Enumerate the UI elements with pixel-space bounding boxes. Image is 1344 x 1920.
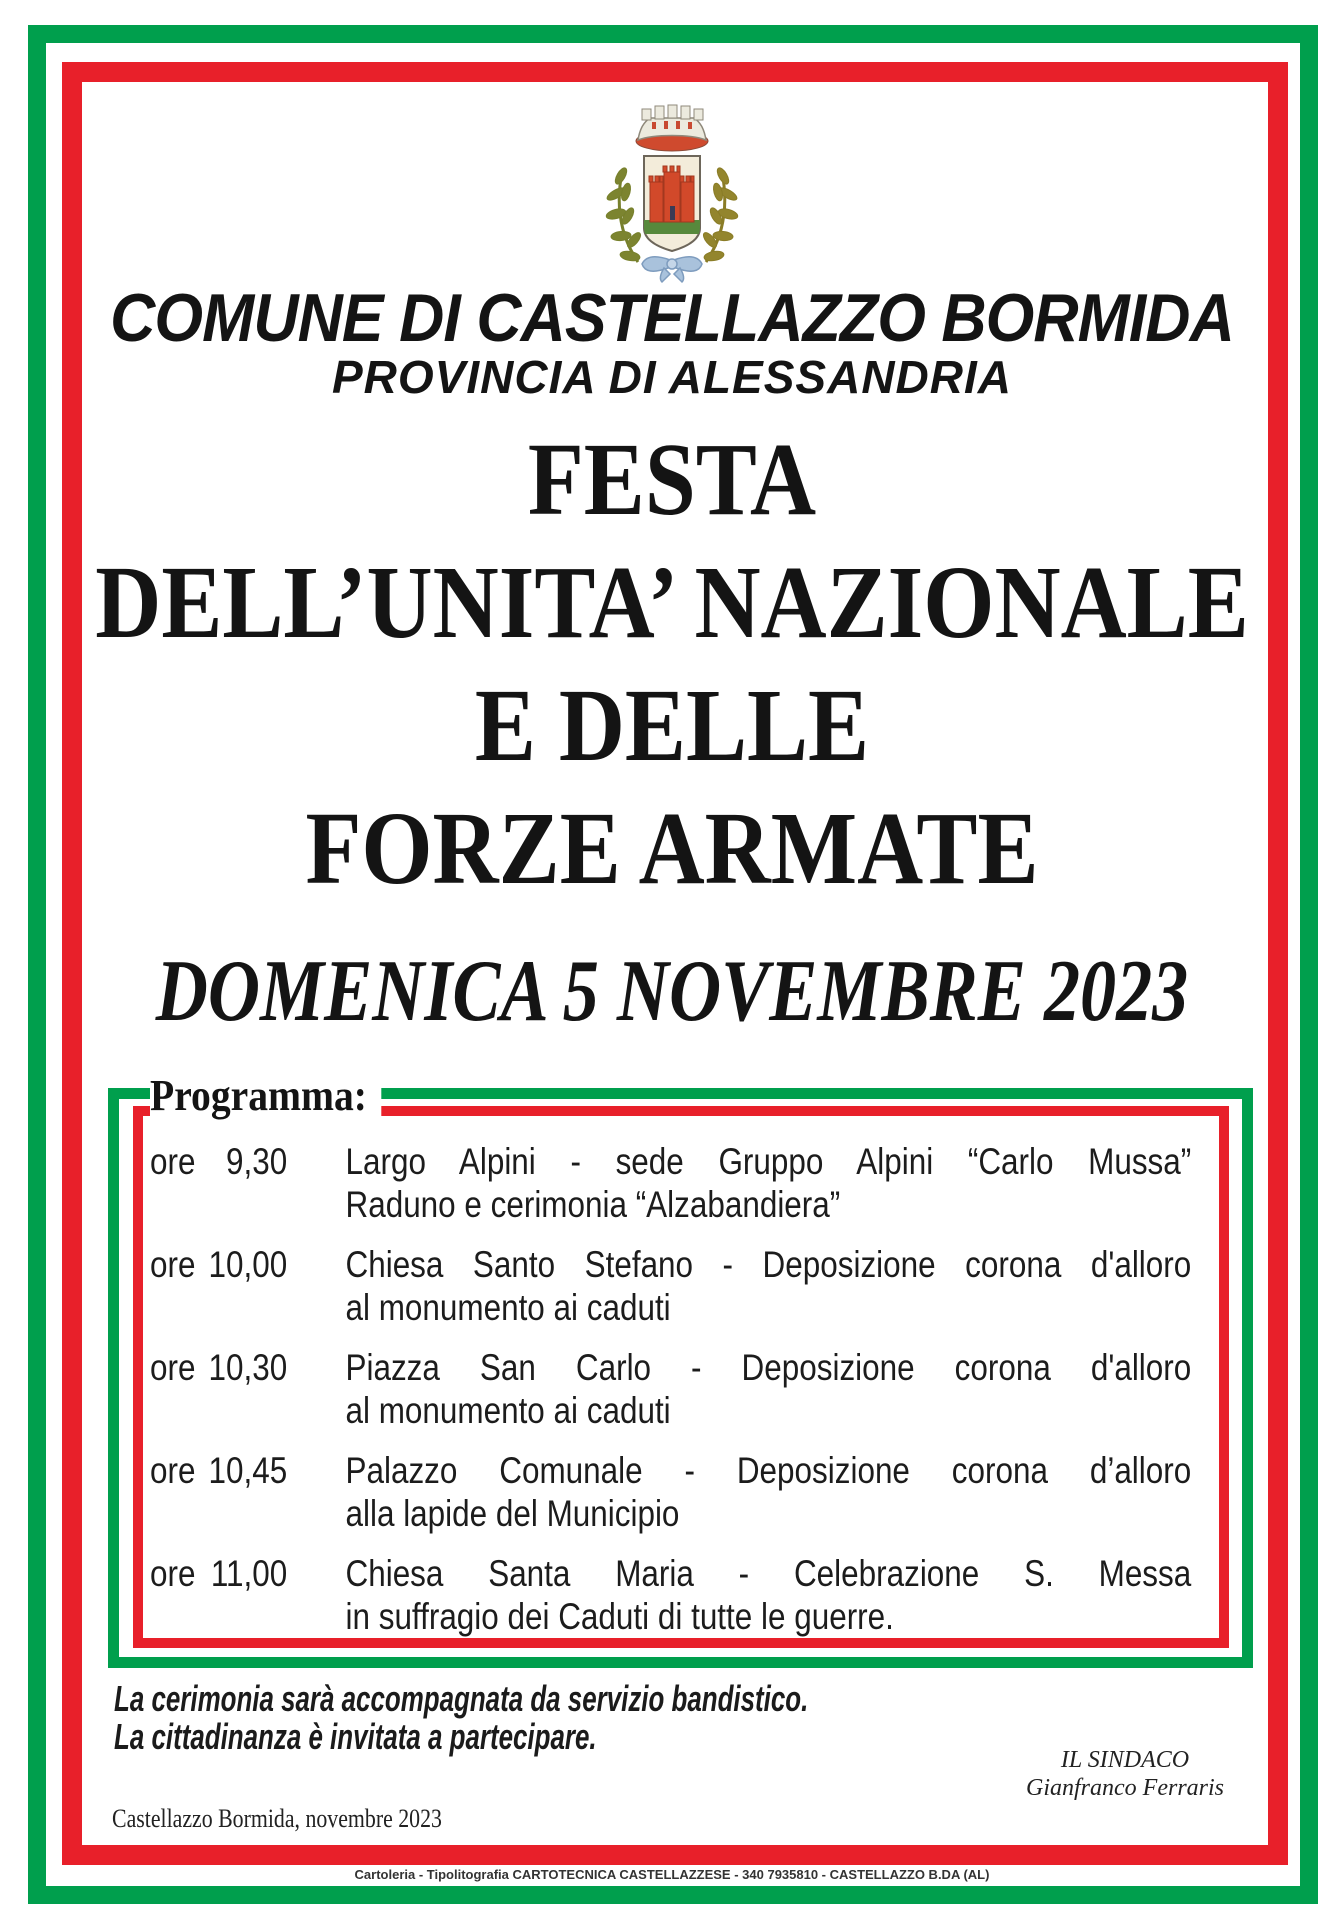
- program-item: [150, 1552, 1191, 1638]
- closing-line-2: La cittadinanza è invitata a partecipare.: [114, 1716, 597, 1757]
- program-label: Programma:: [150, 1072, 381, 1120]
- province-name: PROVINCIA DI ALESSANDRIA: [332, 351, 1012, 403]
- time-prefix: ore: [150, 1141, 196, 1182]
- program-item-description: [346, 1449, 1192, 1535]
- program-item-time: [150, 1346, 346, 1432]
- description-line-2: al monumento ai caduti: [345, 1390, 671, 1431]
- time-value: 10,30: [208, 1347, 288, 1388]
- place-and-date: Castellazzo Bormida, novembre 2023: [112, 1804, 442, 1833]
- title-line-4: FORZE ARMATE: [305, 791, 1039, 906]
- ribbon-bow: [642, 257, 702, 282]
- time-value: 10,00: [208, 1244, 288, 1285]
- event-date: DOMENICA 5 NOVEMBRE 2023: [155, 943, 1189, 1040]
- program-item-description: [346, 1552, 1192, 1638]
- program-item-time: [150, 1552, 346, 1638]
- program-item-time: [150, 1140, 346, 1226]
- shield: [642, 156, 702, 251]
- print-credit: Cartoleria - Tipolitografia CARTOTECNICA CASTELLAZZESE - 340 7935810 - CASTELLAZZO B.DA (AL): [354, 1867, 990, 1882]
- description-line-1: Piazza San Carlo - Deposizione corona d'alloro: [345, 1347, 1192, 1388]
- description-line-2: in suffragio dei Caduti di tutte le guerre.: [345, 1596, 894, 1637]
- closing-note: [114, 1680, 808, 1756]
- time-value: 9,30: [226, 1141, 288, 1182]
- signature-block: [1010, 1746, 1240, 1802]
- time-prefix: ore: [150, 1244, 196, 1285]
- program-item: [150, 1140, 1191, 1226]
- program-item-description: [346, 1243, 1192, 1329]
- description-line-2: alla lapide del Municipio: [345, 1493, 680, 1534]
- program-item-time: [150, 1449, 346, 1535]
- title-line-3: E DELLE: [474, 668, 870, 783]
- program-schedule: [150, 1140, 1191, 1655]
- description-line-1: Chiesa Santa Maria - Celebrazione S. Messa: [345, 1553, 1192, 1594]
- mural-crown: [636, 105, 708, 151]
- program-item-description: [346, 1346, 1192, 1432]
- title-line-1: FESTA: [527, 422, 817, 537]
- program-item: [150, 1243, 1191, 1329]
- description-line-1: Palazzo Comunale - Deposizione corona d’alloro: [345, 1450, 1192, 1491]
- description-line-2: al monumento ai caduti: [345, 1287, 671, 1328]
- time-value: 11,00: [210, 1553, 288, 1594]
- signature-name: Gianfranco Ferraris: [1026, 1775, 1224, 1801]
- event-title: [0, 418, 1344, 910]
- program-item-time: [150, 1243, 346, 1329]
- signature-role: IL SINDACO: [1060, 1747, 1190, 1773]
- time-prefix: ore: [150, 1347, 196, 1388]
- time-prefix: ore: [150, 1553, 196, 1594]
- program-item: [150, 1449, 1191, 1535]
- program-item: [150, 1346, 1191, 1432]
- closing-line-1: La cerimonia sarà accompagnata da servizio bandistico.: [114, 1678, 809, 1719]
- title-line-2: DELL’UNITA’ NAZIONALE: [95, 545, 1249, 660]
- program-item-description: [346, 1140, 1192, 1226]
- municipal-coat-of-arms-icon: [594, 94, 750, 286]
- municipality-name: COMUNE DI CASTELLAZZO BORMIDA: [110, 280, 1234, 356]
- oak-branch-right: [701, 166, 739, 262]
- description-line-2: Raduno e cerimonia “Alzabandiera”: [345, 1184, 841, 1225]
- time-prefix: ore: [150, 1450, 196, 1491]
- laurel-branch-left: [605, 166, 643, 262]
- description-line-1: Chiesa Santo Stefano - Deposizione corona d'alloro: [345, 1244, 1192, 1285]
- time-value: 10,45: [208, 1450, 288, 1491]
- description-line-1: Largo Alpini - sede Gruppo Alpini “Carlo Mussa”: [345, 1141, 1192, 1182]
